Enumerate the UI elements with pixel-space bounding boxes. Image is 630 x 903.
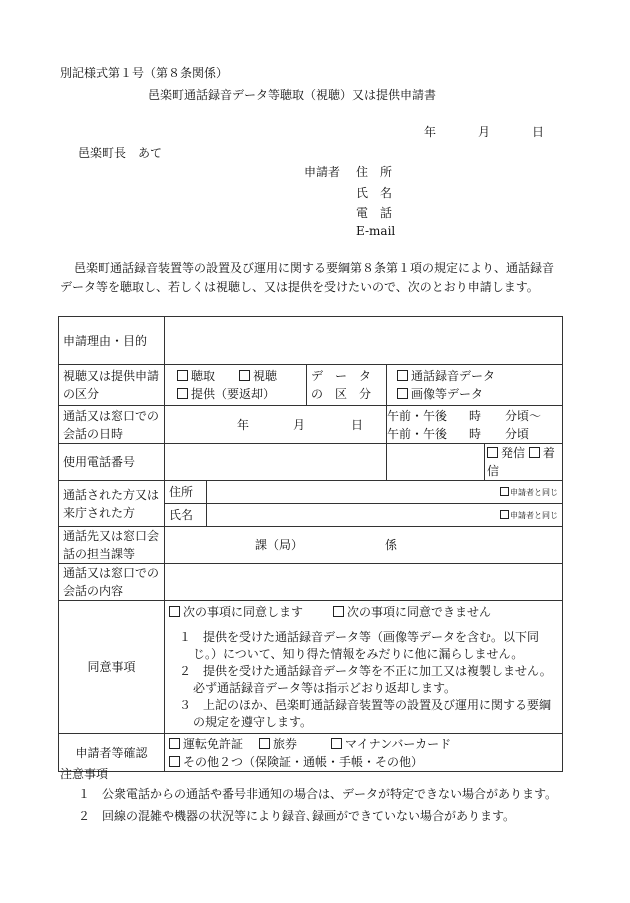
visitor-label: 通話された方又は来庁された方 bbox=[59, 481, 165, 527]
staff-field[interactable] bbox=[165, 527, 563, 564]
disagree-label: 次の事項に同意できません bbox=[347, 605, 492, 619]
outgoing-label: 発信 bbox=[501, 446, 526, 460]
listen-label: 聴取 bbox=[191, 369, 216, 383]
passport-label: 旅券 bbox=[273, 736, 298, 751]
reason-label: 申請理由・目的 bbox=[59, 317, 165, 365]
form-number: 別記様式第１号（第８条関係） bbox=[60, 66, 229, 80]
hour-from: 時 bbox=[469, 408, 482, 423]
other-id-label: その他２つ（保険証・通帳・手帳・その他） bbox=[183, 754, 424, 769]
content-label: 通話又は窓口での会話の内容 bbox=[59, 564, 165, 601]
unit-label: 係 bbox=[385, 538, 398, 552]
id-check-label: 申請者等確認 bbox=[59, 734, 165, 772]
hour-to: 時 bbox=[469, 426, 482, 441]
checkbox-same-name[interactable] bbox=[500, 510, 509, 519]
consent-item-2: ２ 提供を受けた通話録音データ等を不正に加工又は複製しません。必ず通話録音データ等は指示どおり返却します。 bbox=[179, 664, 552, 695]
applicant-phone-label: 電 話 bbox=[356, 206, 393, 220]
incoming-label: 着信 bbox=[487, 446, 555, 478]
consent-label: 同意事項 bbox=[59, 601, 165, 734]
category-label: 視聴又は提供申請の区分 bbox=[59, 365, 165, 406]
checkbox-agree[interactable] bbox=[169, 606, 180, 617]
phone-label: 使用電話番号 bbox=[59, 444, 165, 481]
visitor-address-label: 住所 bbox=[165, 481, 207, 504]
minute-from: 分頃～ bbox=[505, 408, 542, 423]
note-item-1: １ 公衆電話からの通話や番号非通知の場合は、データが特定できない場合があります。 bbox=[78, 787, 558, 801]
data-category-label bbox=[307, 365, 387, 406]
checkbox-incoming[interactable] bbox=[529, 447, 540, 458]
page-title: 邑楽町通話録音データ等聴取（視聴）又は提供申請書 bbox=[148, 88, 437, 102]
dt-year: 年 bbox=[237, 417, 250, 432]
license-label: 運転免許証 bbox=[183, 736, 244, 751]
datetime-label: 通話又は窓口での会話の日時 bbox=[59, 406, 165, 444]
date-year-label: 年 bbox=[424, 125, 437, 139]
checkbox-image-data[interactable] bbox=[397, 388, 408, 399]
phone-field[interactable] bbox=[165, 444, 387, 481]
checkbox-other-id[interactable] bbox=[169, 756, 180, 767]
intro-paragraph: 邑楽町通話録音装置等の設置及び運用に関する要綱第８条第１項の規定により、通話録音データ等を聴取し、若しくは視聴し、又は提供を受けたいので、次のとおり申請します。 bbox=[60, 261, 555, 294]
agree-label: 次の事項に同意します bbox=[183, 605, 304, 619]
visitor-address-field[interactable] bbox=[207, 481, 563, 504]
same-name-label: 申請者と同じ bbox=[510, 511, 559, 520]
checkbox-passport[interactable] bbox=[259, 738, 270, 749]
ampm-to: 午前・午後 bbox=[387, 426, 448, 441]
audio-data-label: 通話録音データ bbox=[411, 369, 496, 383]
category-options bbox=[165, 365, 307, 406]
staff-label: 通話先又は窓口会話の担当課等 bbox=[59, 527, 165, 564]
ampm-from: 午前・午後 bbox=[387, 408, 448, 423]
application-table bbox=[58, 316, 563, 772]
consent-item-3: ３ 上記のほか、邑楽町通話録音装置等の設置及び運用に関する要綱の規定を遵守します。 bbox=[179, 698, 552, 729]
visitor-name-field[interactable] bbox=[207, 504, 563, 527]
section-label: 課（局） bbox=[255, 538, 304, 552]
consent-content bbox=[165, 601, 563, 734]
dt-day: 日 bbox=[351, 417, 364, 432]
notes-title: 注意事項 bbox=[60, 767, 109, 781]
data-category-label-line1: デ ー タ bbox=[311, 369, 372, 383]
notes-list bbox=[60, 785, 560, 826]
note-item-2: ２ 回線の混雑や機器の状況等により録音､録画ができていない場合があります。 bbox=[78, 809, 516, 823]
call-direction bbox=[485, 444, 563, 481]
same-address-label: 申請者と同じ bbox=[510, 488, 559, 497]
checkbox-same-address[interactable] bbox=[500, 487, 509, 496]
minute-to: 分頃 bbox=[505, 426, 530, 441]
applicant-label: 申請者 bbox=[304, 165, 341, 179]
checkbox-mynumber[interactable] bbox=[331, 738, 342, 749]
provide-label: 提供（要返却） bbox=[191, 387, 276, 401]
applicant-email-label: E-mail bbox=[356, 224, 396, 238]
datetime-time[interactable] bbox=[387, 406, 563, 444]
visitor-name-label: 氏名 bbox=[165, 504, 207, 527]
checkbox-provide[interactable] bbox=[177, 388, 188, 399]
id-check-options bbox=[165, 734, 563, 772]
consent-item-1: １ 提供を受けた通話録音データ等（画像等データを含む。以下同じ。）について、知り得た情報をみだりに他に漏らしません。 bbox=[179, 630, 540, 661]
dt-month: 月 bbox=[293, 417, 306, 432]
applicant-name-label: 氏 名 bbox=[356, 186, 393, 200]
reason-field[interactable] bbox=[165, 317, 563, 365]
addressee: 邑楽町長 あて bbox=[78, 146, 163, 160]
image-data-label: 画像等データ bbox=[411, 387, 484, 401]
checkbox-listen[interactable] bbox=[177, 370, 188, 381]
mynumber-label: マイナンバーカード bbox=[345, 736, 452, 751]
view-label: 視聴 bbox=[253, 369, 278, 383]
checkbox-disagree[interactable] bbox=[333, 606, 344, 617]
checkbox-view[interactable] bbox=[239, 370, 250, 381]
applicant-address-label: 住 所 bbox=[356, 165, 393, 179]
content-field[interactable] bbox=[165, 564, 563, 601]
date-day-label: 日 bbox=[532, 125, 545, 139]
data-category-options bbox=[387, 365, 563, 406]
checkbox-audio-data[interactable] bbox=[397, 370, 408, 381]
datetime-date[interactable] bbox=[165, 406, 387, 444]
checkbox-license[interactable] bbox=[169, 738, 180, 749]
checkbox-outgoing[interactable] bbox=[487, 447, 498, 458]
data-category-label-line2: の 区 分 bbox=[311, 387, 372, 401]
date-month-label: 月 bbox=[478, 125, 491, 139]
phone-field-extra[interactable] bbox=[387, 444, 485, 481]
